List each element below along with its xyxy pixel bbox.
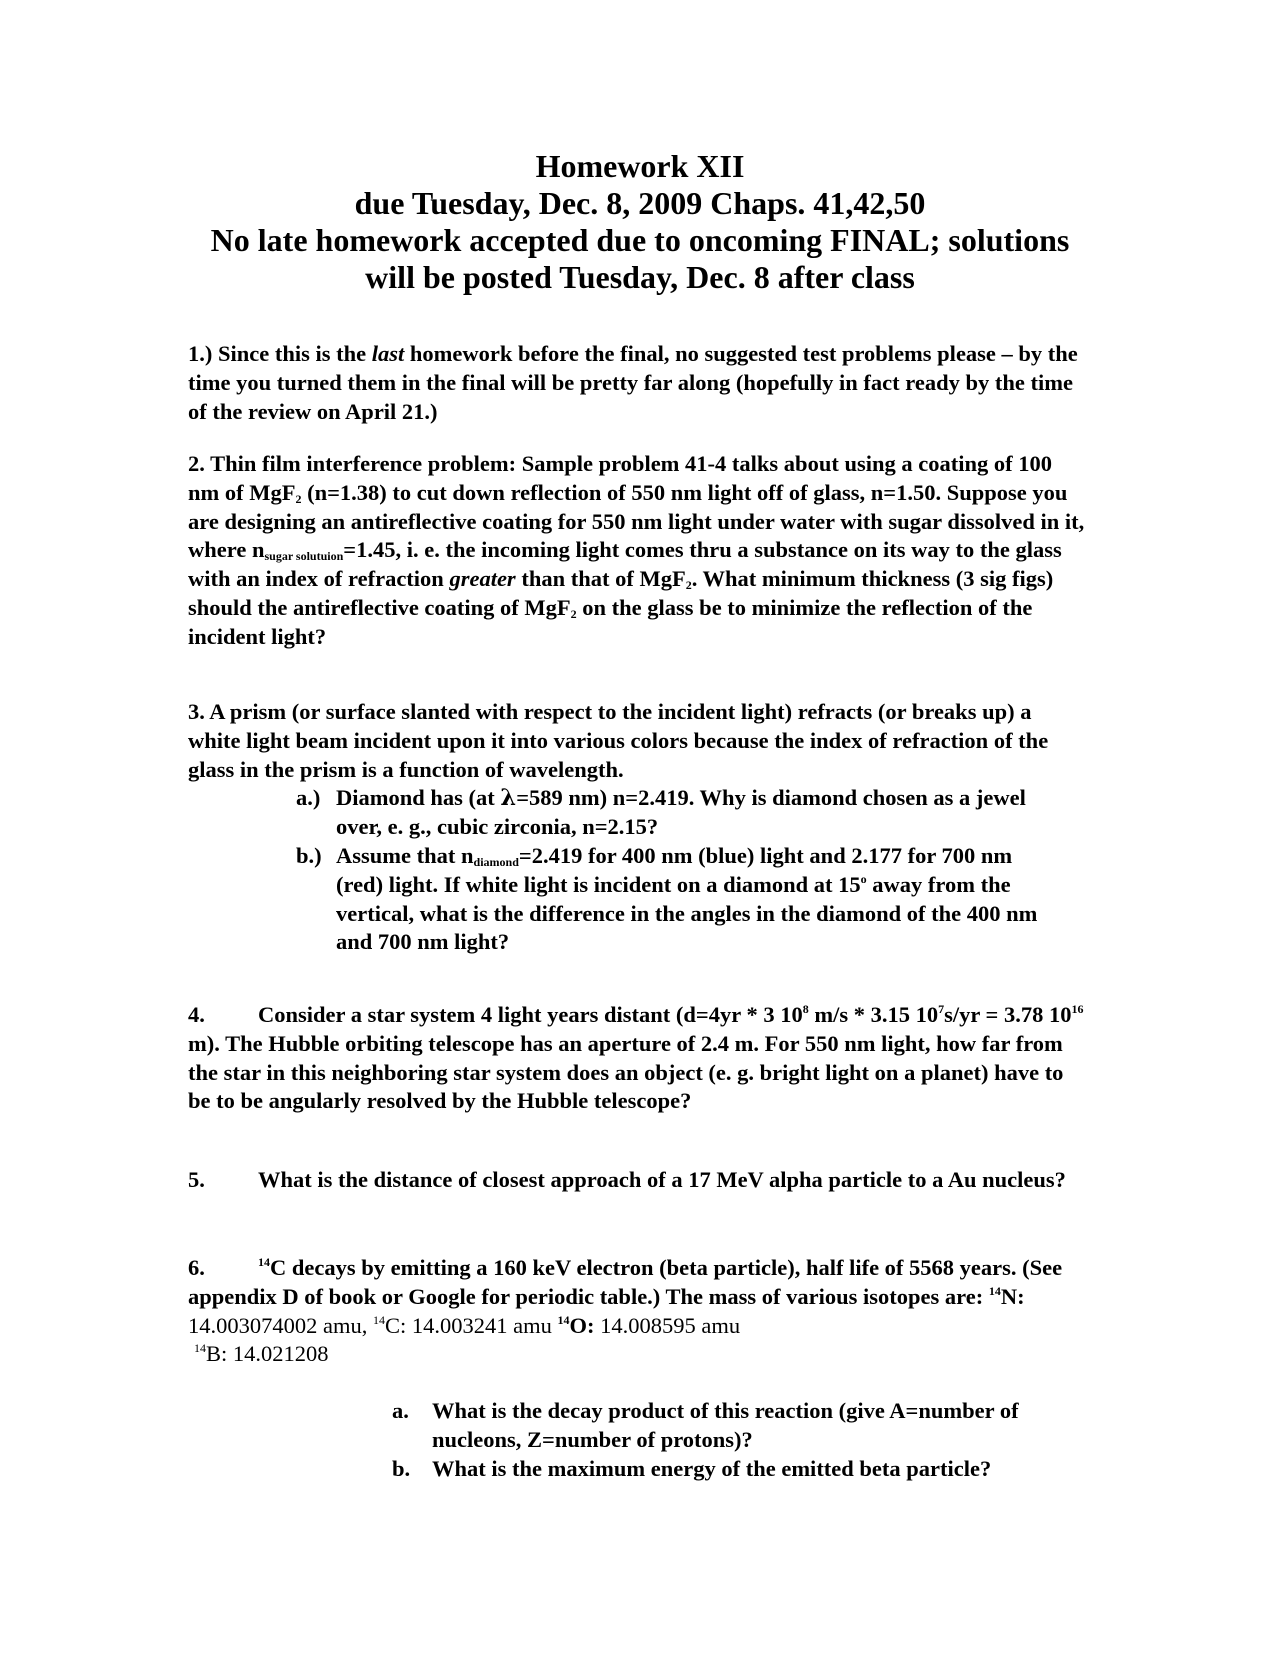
question-6: 6. $^{14}$C decays by emitting a 160 keV electron (beta particle), half life of 5568 years. (See appendix D of book or Google for periodic table.) The mass of various isotopes are: $^{14}$N: 14.003074002 amu, $^{14}$C: 14.003241 amu $^{14}$O: 14.008595 amu $^{14}$B: 14.021208 a. What is the decay product of this reaction (give A=number of nucleons, Z=number of protons)? b. What is the maximum energy of the emitted beta particle? bbox=[188, 1254, 1088, 1484]
question-3-intro: 3. A prism (or surface slanted with respect to the incident light) refracts (or breaks up) a white light beam incident upon it into various colors because the index of refraction of the glass in the prism is a function of wavelength. bbox=[188, 699, 1049, 782]
title-line-3: No late homework accepted due to oncoming FINAL; solutions bbox=[210, 222, 1070, 258]
question-5: 5. What is the distance of closest approach of a 17 MeV alpha particle to a Au nucleus? bbox=[188, 1167, 1066, 1192]
question-2: 2. Thin film interference problem: Sample problem 41-4 talks about using a coating of 100 nm of MgF$_2$ (n=1.38) to cut down reflection of 550 nm light off of glass, n=1.50. Suppose you are designing an antireflective coating for 550 nm light under water with sugar dissolved in it, where $n_{sugar solutuion}=1.45$, i. e. the incoming light comes thru a substance on its way to the glass with an index of refraction greater than that of MgF$_2$. What minimum thickness (3 sig figs) should the antireflective coating of MgF$_2$ on the glass be to minimize the reflection of the incident light? bbox=[188, 451, 1085, 649]
question-1: 1.) Since this is the last homework before the final, no suggested test problems please – by the time you turned them in the final will be pretty far along (hopefully in fact ready by the time of the review on April 21.) bbox=[188, 341, 1078, 424]
question-4: 4. Consider a star system 4 light years distant (d=4yr * 3 $10^8$ m/s * 3.15 $10^7s/yr = 3.78$ $10^{16}$ m). The Hubble orbiting telescope has an aperture of 2.4 m. For 550 nm light, how far from the star in this neighboring star system does an object (e. g. bright light on a planet) have to be to be angularly resolved by the Hubble telescope? bbox=[188, 1002, 1084, 1114]
question-3-part-b: b.) Assume that $n_{diamond}=2.419$ for 400 nm (blue) light and 2.177 for 700 nm (red) light. If white light is incident on a diamond at 15$^o$ away from the vertical, what is the difference in the angles in the diamond of the 400 nm and 700 nm light? bbox=[296, 842, 1038, 955]
question-6-part-a: a. What is the decay product of this reaction (give A=number of nucleons, Z=number of protons)? bbox=[392, 1398, 1019, 1452]
question-6-part-b: b. What is the maximum energy of the emitted beta particle? bbox=[392, 1455, 992, 1481]
question-3-part-a: a.) Diamond has (at λ=589 nm) n=2.419. Why is diamond chosen as a jewel over, e. g., cubic zirconia, n=2.15? bbox=[296, 785, 1026, 840]
title-line-4: will be posted Tuesday, Dec. 8 after class bbox=[365, 259, 915, 295]
title-line-1: Homework XII bbox=[535, 148, 745, 184]
page-title bbox=[150, 148, 1130, 296]
title-line-2: due Tuesday, Dec. 8, 2009 Chaps. 41,42,50 bbox=[354, 185, 926, 221]
question-3 bbox=[188, 698, 1088, 957]
